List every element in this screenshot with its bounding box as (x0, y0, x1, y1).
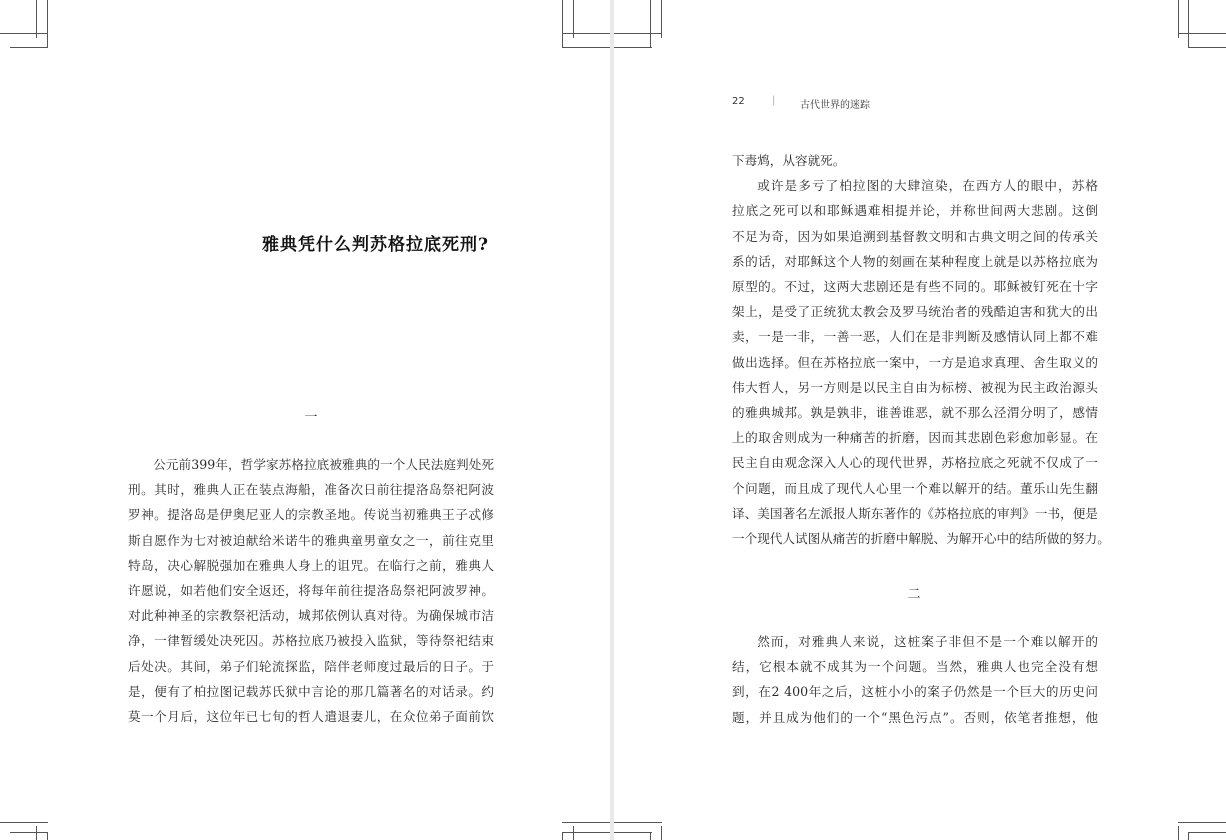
text-line: 公元前399年，哲学家苏格拉底被雅典的一个人民法庭判处死 (153, 457, 494, 472)
crop-mark (47, 0, 48, 47)
chapter-title: 雅典凭什么判苏格拉底死刑? (262, 235, 489, 255)
right-page (614, 0, 1226, 840)
crop-mark (1188, 47, 1226, 48)
crop-mark (562, 822, 610, 823)
crop-mark (36, 826, 37, 840)
text-line: 特岛，决心解脱强加在雅典人身上的诅咒。在临行之前，雅典人 (128, 557, 494, 573)
text-line: 做出选择。但在苏格拉底一案中，一方是追求真理、舍生取义的 (732, 354, 1098, 370)
crop-mark (614, 822, 662, 823)
text-line: 的雅典城邦。孰是孰非，谁善谁恶，就不那么泾渭分明了，感情 (732, 405, 1098, 421)
text-line: 莫一个月后，这位年已七旬的哲人遣退妻儿，在众位弟子面前饮 (128, 709, 494, 725)
text-line: 或许是多亏了柏拉图的大肆渲染，在西方人的眼中，苏格 (757, 178, 1098, 194)
text-line: 不足为奇，因为如果追溯到基督教文明和古典文明之间的传承关 (732, 228, 1098, 244)
section-number: 二 (907, 587, 921, 602)
crop-mark (1178, 822, 1226, 823)
crop-mark (10, 47, 48, 48)
text-line: 净，一律暂缓处决死囚。苏格拉底乃被投入监狱，等待祭祀结束 (128, 633, 494, 649)
text-line: 刑。其时，雅典人正在装点海船，准备次日前往提洛岛祭祀阿波 (128, 482, 494, 498)
text-line: 罗神。提洛岛是伊奥尼亚人的宗教圣地。传说当初雅典王子忒修 (128, 507, 494, 523)
text-line: 题，并且成为他们的一个“黑色污点”。否则，依笔者推想，他 (732, 709, 1098, 725)
crop-mark (10, 832, 48, 833)
text-line: 下毒鸩，从容就死。 (732, 153, 846, 168)
crop-mark (661, 826, 662, 840)
text-line: 民主自由观念深入人心的现代世界，苏格拉底之死就不仅成了一 (732, 455, 1098, 471)
crop-mark (47, 832, 48, 840)
text-line: 是，便有了柏拉图记载苏氏狱中言论的那几篇著名的对话录。约 (128, 683, 494, 699)
crop-mark (562, 33, 610, 34)
text-line: 伟大哲人，另一方则是以民主自由为标榜、被视为民主政治源头 (732, 379, 1098, 395)
text-line: 系的话，对耶稣这个人物的刻画在某种程度上就是以苏格拉底为 (732, 253, 1098, 269)
section-number: 一 (304, 410, 318, 425)
crop-mark (562, 832, 563, 840)
text-line: 上的取舍则成为一种痛苦的折磨，因而其悲剧色彩愈加彰显。在 (732, 430, 1098, 446)
crop-mark (661, 0, 662, 38)
crop-mark (573, 826, 574, 840)
crop-mark (650, 0, 651, 47)
text-line: 一个现代人试图从痛苦的折磨中解脱、为解开心中的结所做的努力。 (732, 531, 1110, 547)
body-text (732, 629, 1098, 730)
text-line: 后处决。其间，弟子们轮流探监，陪伴老师度过最后的日子。于 (128, 658, 494, 674)
page-number: 22 (732, 96, 745, 107)
crop-mark (614, 47, 652, 48)
running-head-separator: | (772, 95, 776, 106)
body-text (128, 452, 494, 729)
text-line: 架上，是受了正统犹太教会及罗马统治者的残酷迫害和犹大的出 (732, 304, 1098, 320)
text-line: 对此种神圣的宗教祭祀活动，城邦依例认真对待。为确保城市洁 (128, 608, 494, 624)
book-title: 古代世界的迷踪 (800, 100, 870, 111)
crop-mark (614, 33, 662, 34)
crop-mark (0, 33, 48, 34)
crop-mark (1188, 0, 1189, 47)
text-line: 斯自愿作为七对被迫献给米诺牛的雅典童男童女之一，前往克里 (128, 532, 494, 548)
crop-mark (562, 832, 610, 833)
crop-mark (36, 0, 37, 38)
text-line: 许愿说，如若他们安全返还，将每年前往提洛岛祭祀阿波罗神。 (128, 583, 494, 599)
crop-mark (614, 832, 652, 833)
text-line: 译、美国著名左派报人斯东著作的《苏格拉底的审判》一书，便是 (732, 505, 1098, 521)
text-line: 结，它根本就不成其为一个问题。当然，雅典人也完全没有想 (732, 659, 1098, 675)
crop-mark (0, 822, 48, 823)
text-line: 卖，一是一非，一善一恶，人们在是非判断及感情认同上都不难 (732, 329, 1098, 345)
crop-mark (1178, 33, 1226, 34)
crop-mark (573, 0, 574, 38)
crop-mark (1178, 0, 1179, 38)
crop-mark (650, 832, 651, 840)
crop-mark (1178, 826, 1179, 840)
left-page (0, 0, 610, 840)
crop-mark (562, 0, 563, 47)
text-line: 原型的。不过，这两大悲剧还是有些不同的。耶稣被钉死在十字 (732, 279, 1098, 295)
text-line: 拉底之死可以和耶稣遇难相提并论，并称世间两大悲剧。这倒 (732, 203, 1098, 219)
crop-mark (1188, 832, 1226, 833)
crop-mark (1188, 832, 1189, 840)
text-line: 到，在2 400年之后，这桩小小的案子仍然是一个巨大的历史问 (732, 684, 1098, 700)
crop-mark (562, 47, 610, 48)
text-line: 个问题，而且成了现代人心里一个难以解开的结。董乐山先生翻 (732, 480, 1098, 496)
text-line: 然而，对雅典人来说，这桩案子非但不是一个难以解开的 (757, 634, 1098, 649)
body-text (732, 148, 1110, 551)
